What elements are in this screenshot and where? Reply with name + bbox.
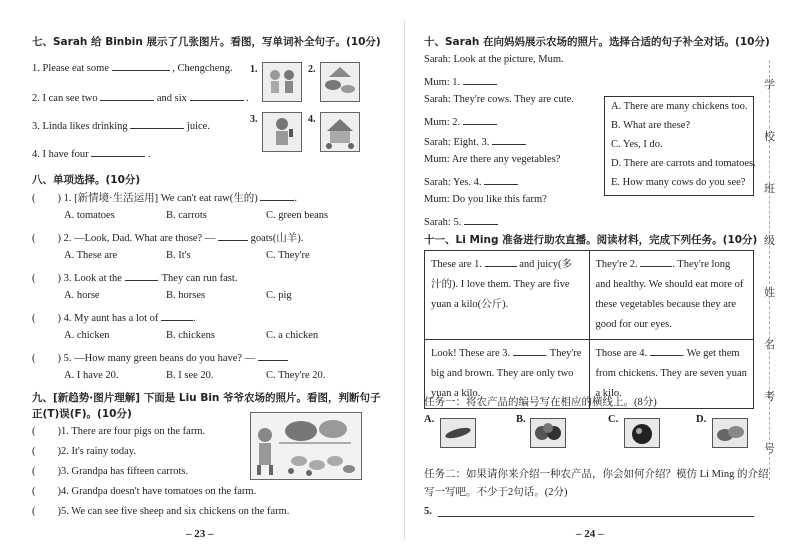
q11-task2-line2: 写一写吧。不少于2句话。(2分) — [424, 487, 568, 498]
q7-item-3-text: 3. Linda likes drinking — [32, 121, 128, 132]
q8-item-1 — [32, 190, 297, 205]
q9-heading-line2: 正(T)误(F)。(10分) — [32, 408, 132, 420]
q9-2-text: 2. It's rainy today. — [61, 446, 136, 457]
q10-line-3: Sarah: They're cows. They are cute. — [424, 94, 574, 105]
q8-5-option-b[interactable]: B. I see 20. — [166, 370, 214, 381]
q8-2-option-a[interactable]: A. These are — [64, 250, 118, 261]
q10-line-1: Sarah: Look at the picture, Mum. — [424, 54, 564, 65]
q7-item-2 — [32, 90, 249, 104]
q8-2-blank — [218, 230, 248, 241]
page-number-left: – 23 – — [186, 528, 214, 540]
q8-1-open: ( — [32, 193, 36, 204]
q7-item-2-tail: . — [246, 93, 249, 104]
q10-line-2-text: Mum: 1. — [424, 77, 461, 88]
q8-1-tail: . — [294, 193, 297, 204]
page-divider — [404, 20, 405, 540]
q9-item-2: ( )2. It's rainy today. — [32, 446, 136, 457]
q11-cell-1 — [425, 251, 590, 340]
q10-option-b: B. What are these? — [611, 120, 691, 131]
q11-answer-label: 5. — [424, 506, 432, 517]
q7-pic-label-4: 4. — [308, 114, 316, 125]
q10-option-d: D. There are carrots and tomatoes. — [611, 158, 756, 169]
q10-option-e: E. How many cows do you see? — [611, 177, 746, 188]
q11-blank-3[interactable] — [513, 345, 545, 356]
q10-line-9-text: Sarah: 5. — [424, 217, 462, 228]
q8-2-close: ) — [57, 233, 61, 244]
margin-char-1: 学 — [764, 79, 775, 91]
q8-3-blank — [125, 270, 157, 281]
q8-1-stem: 1. [新情境·生活运用] We can't eat raw(生的) — [63, 193, 258, 204]
q7-item-1-tail: , Chengcheng. — [172, 63, 233, 74]
q10-options-box — [604, 96, 754, 196]
q11-cell-4-lead: Those are 4. — [595, 348, 648, 359]
q9-5-text: 5. We can see five sheep and six chickens on the farm. — [61, 506, 290, 517]
q8-1-blank — [260, 190, 294, 201]
q9-4-text: 4. Grandpa doesn't have tomatoes on the farm. — [61, 486, 257, 497]
binding-margin-line — [769, 60, 771, 480]
q10-line-5 — [424, 134, 526, 148]
q7-blank-4[interactable] — [91, 146, 145, 157]
q9-item-3: ( )3. Grandpa has fifteen carrots. — [32, 466, 189, 477]
q11-task1: 任务一：将农产品的编号写在相应的横线上。(8分) — [424, 397, 657, 408]
q10-line-5-text: Sarah: Eight. 3. — [424, 137, 490, 148]
q8-5-blank — [258, 350, 288, 361]
q10-line-7-text: Sarah: Yes. 4. — [424, 177, 482, 188]
q7-item-2-text: 2. I can see two — [32, 93, 98, 104]
q11-cell-2-text: . They're long and healthy. We should eat more of these vegetables because they are good for our eyes. — [595, 259, 744, 330]
q8-4-option-a[interactable]: A. chicken — [64, 330, 110, 341]
q11-cell-2-lead: They're 2. — [595, 259, 638, 270]
q11-reading-table — [424, 250, 754, 409]
q11-cell-2 — [589, 251, 754, 340]
q9-3-text: 3. Grandpa has fifteen carrots. — [61, 466, 189, 477]
q7-item-1-text: 1. Please eat some — [32, 63, 109, 74]
q7-item-3-tail: juice. — [186, 121, 210, 132]
q8-1-option-c[interactable]: C. green beans — [266, 210, 329, 221]
potatoes-icon — [712, 418, 748, 448]
q8-item-2 — [32, 230, 303, 245]
q11-task2-line1: 任务二：如果请你来介绍一种农产品，你会如何介绍？模仿 Li Ming 的介绍 — [424, 469, 769, 480]
q8-5-option-a[interactable]: A. I have 20. — [64, 370, 119, 381]
q10-blank-1[interactable] — [463, 74, 497, 85]
q9-1-text: 1. There are four pigs on the farm. — [61, 426, 206, 437]
animals-picture — [320, 62, 360, 102]
q8-2-tail: goats(山羊). — [250, 233, 304, 244]
q8-2-option-c[interactable]: C. They're — [266, 250, 310, 261]
tomato-icon — [624, 418, 660, 448]
q9-heading-line1: 九、[新趋势·图片理解] 下面是 Liu Bin 爷爷农场的照片。看图，判断句子 — [32, 392, 381, 404]
carrots-icon — [440, 418, 476, 448]
q10-line-4 — [424, 114, 497, 128]
q9-item-4: ( )4. Grandpa doesn't have tomatoes on the farm. — [32, 486, 257, 497]
q10-line-9 — [424, 214, 498, 228]
q8-2-open: ( — [32, 233, 36, 244]
q8-3-option-a[interactable]: A. horse — [64, 290, 100, 301]
q7-blank-3[interactable] — [130, 118, 184, 129]
q7-pic-label-1: 1. — [250, 64, 258, 75]
food-label-a: A. — [424, 414, 435, 425]
q8-heading: 八、单项选择。(10分) — [32, 174, 141, 186]
q10-blank-4[interactable] — [484, 174, 518, 185]
q8-3-close: ) — [57, 273, 61, 284]
margin-char-8: 号 — [764, 443, 775, 455]
q10-option-a: A. There are many chickens too. — [611, 101, 748, 112]
q7-item-3 — [32, 118, 210, 132]
q8-4-option-b[interactable]: B. chickens — [166, 330, 215, 341]
q7-item-4-text: 4. I have four — [32, 149, 89, 160]
q8-3-open: ( — [32, 273, 36, 284]
q11-cell-4-text: . We get them from chickens. They are seven yuan a kilo. — [595, 348, 747, 399]
q7-heading: 七、Sarah 给 Binbin 展示了几张图片。看图，写单词补全句子。(10分) — [32, 36, 381, 48]
q8-3-stem: 3. Look at the — [63, 273, 122, 284]
q7-blank-2b[interactable] — [190, 90, 244, 101]
q10-blank-3[interactable] — [492, 134, 526, 145]
q11-cell-1-text: and juicy(多汁的). I love them. They are five yuan a kilo(公斤). — [431, 259, 573, 310]
q8-3-option-c[interactable]: C. pig — [266, 290, 292, 301]
margin-char-2: 校 — [764, 131, 775, 143]
q8-5-close: ) — [57, 353, 61, 364]
q8-4-tail: . — [193, 313, 196, 324]
q10-option-c: C. Yes, I do. — [611, 139, 663, 150]
margin-char-7: 考 — [764, 391, 775, 403]
q8-5-stem: 5. —How many green beans do you have? — — [63, 353, 256, 364]
q8-2-option-b[interactable]: B. It's — [166, 250, 191, 261]
q9-item-1: ( )1. There are four pigs on the farm. — [32, 426, 206, 437]
q10-line-4-text: Mum: 2. — [424, 117, 461, 128]
q8-4-close: ) — [57, 313, 61, 324]
q10-heading: 十、Sarah 在向妈妈展示农场的照片。选择合适的句子补全对话。(10分) — [424, 36, 770, 48]
q8-3-option-b[interactable]: B. horses — [166, 290, 206, 301]
q7-item-2-mid: and six — [156, 93, 187, 104]
q10-line-2 — [424, 74, 497, 88]
q10-blank-5[interactable] — [464, 214, 498, 225]
q11-blank-4[interactable] — [650, 345, 682, 356]
q7-pic-label-3: 3. — [250, 114, 258, 125]
q8-1-close: ) — [57, 193, 61, 204]
q8-1-option-b[interactable]: B. carrots — [166, 210, 207, 221]
food-label-b: B. — [516, 414, 526, 425]
q8-item-3 — [32, 270, 237, 284]
q8-2-stem: 2. —Look, Dad. What are those? — — [63, 233, 216, 244]
farmhouse-picture — [320, 112, 360, 152]
q8-3-tail: . They can run fast. — [156, 273, 238, 284]
margin-char-3: 班 — [764, 183, 775, 195]
q8-5-open: ( — [32, 353, 36, 364]
q7-blank-2a[interactable] — [100, 90, 154, 101]
girl-drinking-picture — [262, 112, 302, 152]
q8-4-open: ( — [32, 313, 36, 324]
food-label-c: C. — [608, 414, 619, 425]
margin-char-6: 名 — [764, 339, 775, 351]
food-label-d: D. — [696, 414, 707, 425]
q11-cell-3-lead: Look! These are 3. — [431, 348, 511, 359]
q8-5-option-c[interactable]: C. They're 20. — [266, 370, 326, 381]
farm-illustration — [250, 412, 362, 480]
margin-char-5: 姓 — [764, 287, 775, 299]
q8-4-option-c[interactable]: C. a chicken — [266, 330, 319, 341]
q7-item-4-tail: . — [147, 149, 151, 160]
q7-item-4 — [32, 146, 150, 160]
q11-blank-1[interactable] — [485, 256, 517, 267]
q7-item-1 — [32, 60, 233, 74]
q8-4-stem: 4. My aunt has a lot of — [63, 313, 159, 324]
q7-pic-label-2: 2. — [308, 64, 316, 75]
q10-line-8: Mum: Do you like this farm? — [424, 194, 547, 205]
q11-cell-1-lead: These are 1. — [431, 259, 483, 270]
q9-item-5: ( )5. We can see five sheep and six chickens on the farm. — [32, 506, 290, 517]
q11-heading: 十一、Li Ming 准备进行助农直播。阅读材料，完成下列任务。(10分) — [424, 234, 758, 246]
q11-blank-2[interactable] — [640, 256, 672, 267]
q10-line-7 — [424, 174, 518, 188]
eggs-icon — [530, 418, 566, 448]
q7-blank-1[interactable] — [112, 60, 170, 71]
page-number-right: – 24 – — [576, 528, 604, 540]
q8-item-4 — [32, 310, 196, 324]
q11-answer-line[interactable] — [438, 516, 754, 517]
q10-blank-2[interactable] — [463, 114, 497, 125]
q8-1-option-a[interactable]: A. tomatoes — [64, 210, 115, 221]
margin-char-4: 级 — [764, 235, 775, 247]
kids-eating-picture — [262, 62, 302, 102]
q10-line-6: Mum: Are there any vegetables? — [424, 154, 561, 165]
q11-cell-3-text: . They're big and brown. They are only two yuan a kilo. — [431, 348, 582, 399]
q8-item-5 — [32, 350, 288, 364]
q8-4-blank — [161, 310, 193, 321]
